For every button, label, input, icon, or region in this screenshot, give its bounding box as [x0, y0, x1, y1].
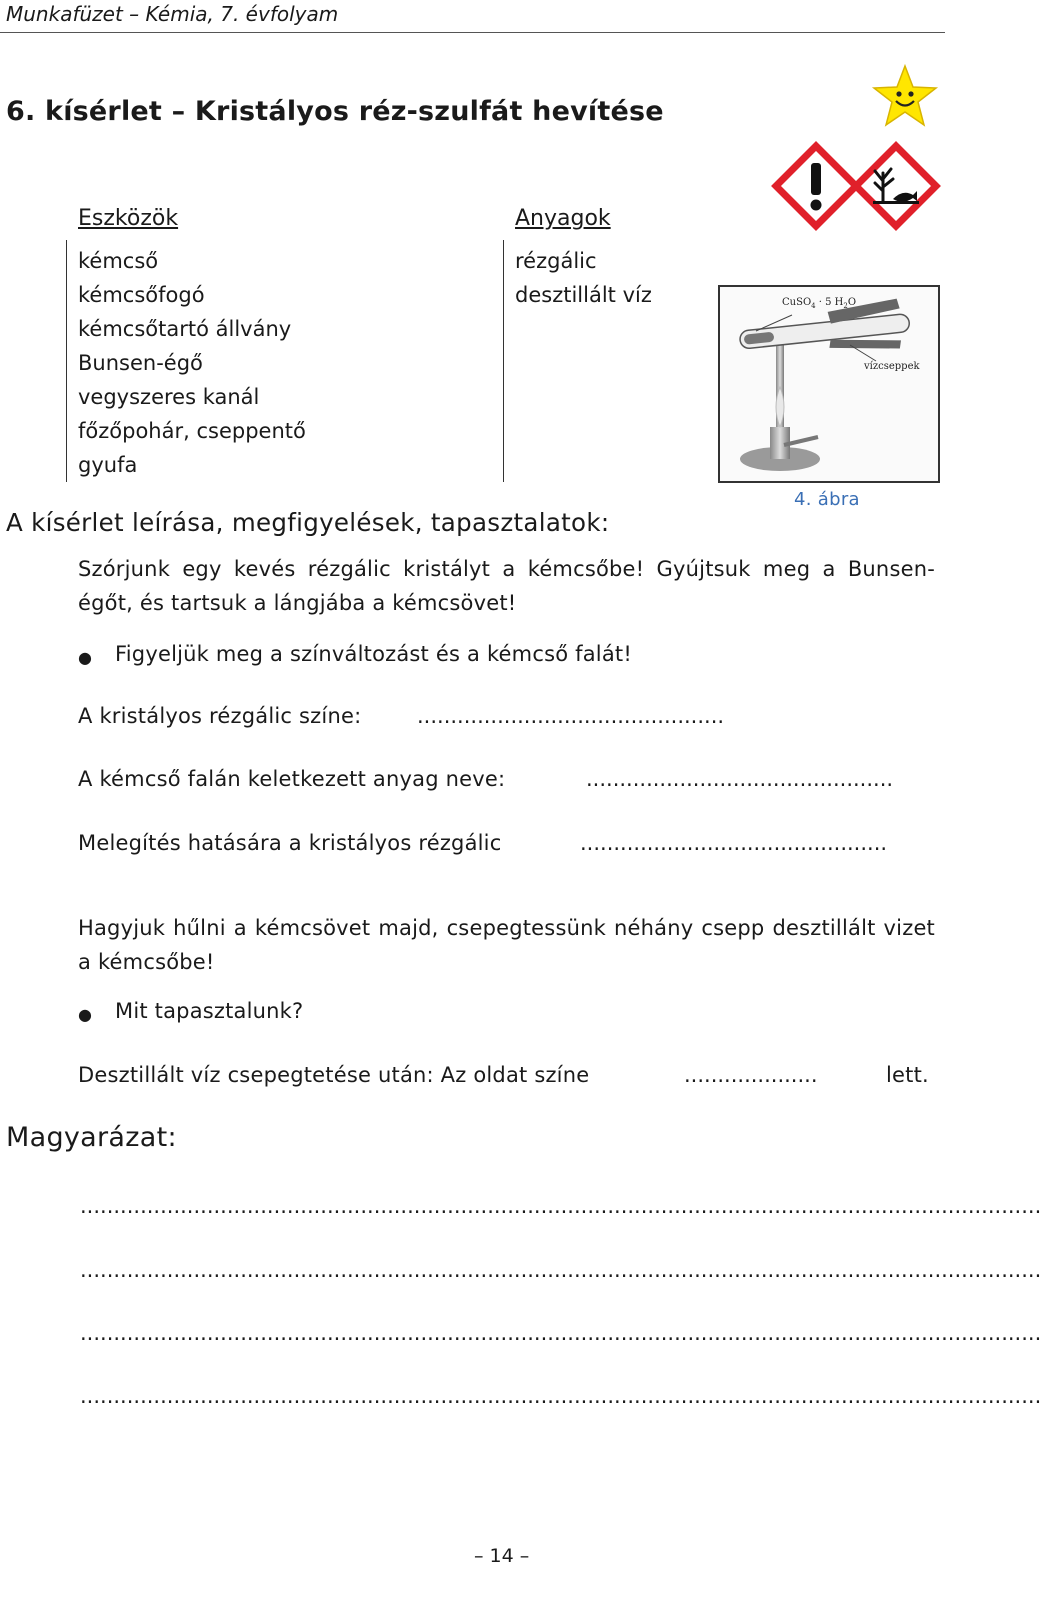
materials-list — [515, 244, 652, 312]
procedure-step-2: Hagyjuk hűlni a kémcsövet majd, csepegtessünk néhány csepp desztillált vizet a kémcsőbe! — [78, 916, 935, 974]
drops-label: vízcseppek — [864, 361, 920, 372]
exclamation-hazard-icon — [773, 143, 859, 229]
question-2: A kémcső falán keletkezett anyag neve: — [78, 767, 506, 791]
explanation-line[interactable]: ................................................................................................................................................ — [80, 1258, 1041, 1282]
bullet-text-2: Mit tapasztalunk? — [115, 999, 304, 1023]
explanation-line[interactable]: ................................................................................................................................................ — [80, 1384, 1041, 1408]
figure-apparatus — [718, 285, 940, 483]
list-item: kémcsőfogó — [78, 283, 205, 307]
answer-blank-2[interactable]: .............................................. — [586, 767, 894, 791]
tools-heading: Eszközök — [78, 206, 179, 231]
question-1: A kristályos rézgálic színe: — [78, 704, 362, 728]
running-header: Munkafüzet – Kémia, 7. évfolyam — [6, 2, 339, 26]
page-number: – 14 – — [474, 1545, 530, 1567]
tools-list — [78, 244, 306, 482]
procedure-heading: A kísérlet leírása, megfigyelések, tapasztalatok: — [6, 508, 610, 537]
tools-column-rule — [66, 240, 67, 482]
apparatus-drawing — [720, 287, 938, 481]
header-divider — [0, 32, 945, 33]
list-item: rézgálic — [515, 249, 597, 273]
list-item: kémcsőtartó állvány — [78, 317, 292, 341]
question-3: Melegítés hatására a kristályos rézgálic — [78, 831, 502, 855]
bullet-icon: ● — [78, 648, 92, 667]
question-4-suffix: lett. — [886, 1063, 929, 1087]
smiley-star-icon — [872, 64, 938, 128]
materials-column-rule — [503, 240, 504, 482]
materials-heading: Anyagok — [515, 206, 611, 231]
list-item: desztillált víz — [515, 283, 652, 307]
explanation-line[interactable]: ................................................................................................................................................ — [80, 1321, 1041, 1345]
list-item: gyufa — [78, 453, 138, 477]
list-item: vegyszeres kanál — [78, 385, 260, 409]
answer-blank-4[interactable]: .................... — [684, 1063, 818, 1087]
environment-hazard-icon — [853, 143, 939, 229]
list-item: Bunsen-égő — [78, 351, 203, 375]
explanation-line[interactable]: ................................................................................................................................................ — [80, 1194, 1041, 1218]
formula-label: CuSO$_4$ · 5 $H_2O$ — [782, 297, 857, 310]
experiment-title: 6. kísérlet – Kristályos réz-szulfát hevítése — [6, 96, 664, 127]
bullet-icon: ● — [78, 1005, 92, 1024]
answer-blank-3[interactable]: .............................................. — [580, 831, 888, 855]
list-item: kémcső — [78, 249, 159, 273]
procedure-step-1: Szórjunk egy kevés rézgálic kristályt a kémcsőbe! Gyújtsuk meg a Bunsen-égőt, és tartsuk a lángjába a kémcsövet! — [78, 557, 935, 615]
bullet-text-1: Figyeljük meg a színváltozást és a kémcső falát! — [115, 642, 632, 666]
figure-caption: 4. ábra — [794, 489, 860, 510]
question-4: Desztillált víz csepegtetése után: Az oldat színe — [78, 1063, 590, 1087]
list-item: főzőpohár, cseppentő — [78, 419, 306, 443]
explanation-heading: Magyarázat: — [6, 1122, 177, 1153]
answer-blank-1[interactable]: .............................................. — [417, 704, 725, 728]
